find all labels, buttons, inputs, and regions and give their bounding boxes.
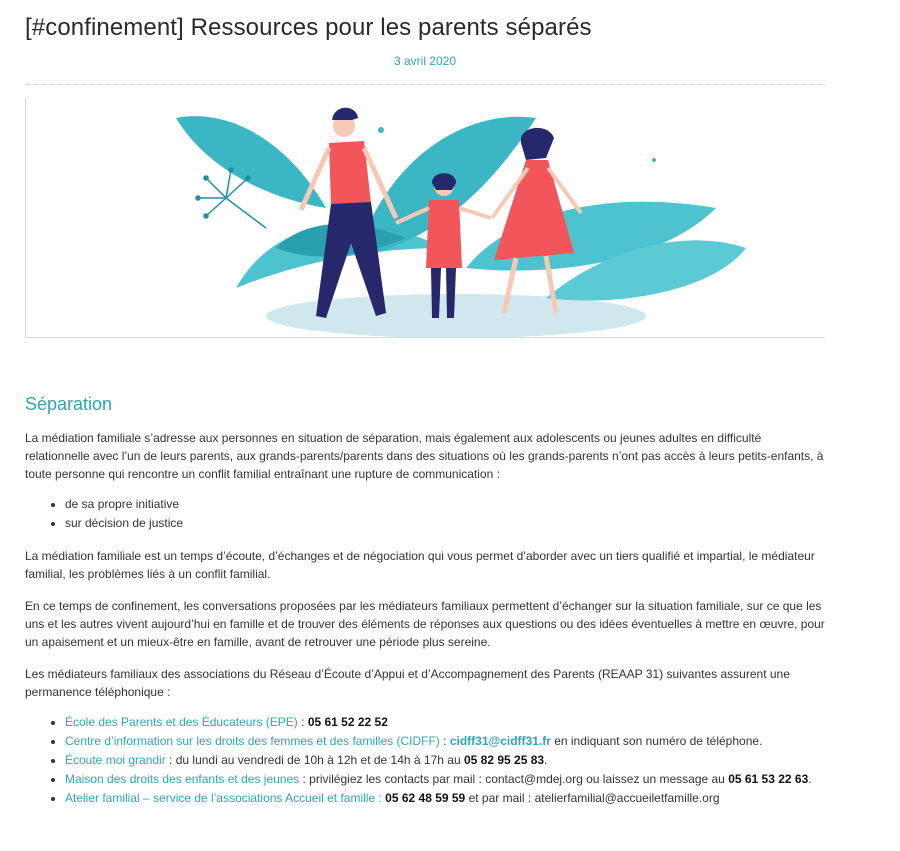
divider (25, 84, 825, 85)
email-cidff[interactable]: cidff31@cidff31.fr (449, 734, 551, 748)
hero-illustration (25, 98, 825, 338)
link-epe[interactable]: École des Parents et des Éducateurs (EPE) (65, 715, 298, 729)
paragraph-associations: Les médiateurs familiaux des associations du Réseau d’Écoute d’Appui et d’Accompagnement des Parents (REAAP 31) suivantes assurent une permanence téléphonique : (25, 667, 790, 699)
paragraph-intro: La médiation familiale s’adresse aux personnes en situation de séparation, mais également aux adolescents ou jeunes adultes en difficulté relationnelle avec l’un de leurs parents, aux grands-parents/parents dans des situations où les grands-parents n’ont pas accès à leurs petits-enfants, à toute personne qui rencontre un conflit familial entraînant une rupture de communication : (25, 431, 824, 481)
phone-epe: 05 61 52 22 52 (307, 715, 388, 729)
section-heading: Séparation (25, 394, 113, 414)
initiative-list (25, 495, 825, 533)
contact-item-atelier: • Atelier familial – service de l’associations Accueil et famille : 05 62 48 59 59 et par mail : atelierfamilial@accueiletfamille.org (65, 789, 825, 808)
page-title: [#confinement] Ressources pour les parents séparés (25, 14, 592, 41)
leaf-shape (176, 116, 326, 208)
contact-item-epe: • École des Parents et des Éducateurs (EPE) : 05 61 52 22 52 (65, 713, 825, 732)
list-item: • de sa propre initiative (65, 495, 825, 514)
link-cidff[interactable]: Centre d’information sur les droits des femmes et des familles (CIDFF) (65, 734, 440, 748)
article (25, 0, 825, 808)
list-item: • sur décision de justice (65, 514, 825, 533)
paragraph-confinement: En ce temps de confinement, les conversations proposées par les médiateurs familiaux permettent d’échanger sur la situation familiale, sur ce que les uns et les autres vivent aujourd’hui en famille et de trouver des éléments de réponses aux questions ou des idées éventuelles à mettre en œuvre, pour un apaisement et un mieux-être en famille, avant de retrouver une période plus sereine. (25, 599, 825, 649)
phone-mdej: 05 61 53 22 63 (728, 772, 809, 786)
contact-item-mdej: • Maison des droits des enfants et des jeunes : privilégiez les contacts par mail : contact@mdej.org ou laissez un message au 05 61 53 22 63. (65, 770, 825, 789)
contact-item-ecoute: • Écoute moi grandir : du lundi au vendredi de 10h à 12h et de 14h à 17h au 05 82 95 25 83. (65, 751, 825, 770)
link-atelier-familial[interactable]: Atelier familial – service de l’associations Accueil et famille : (65, 791, 382, 805)
paragraph-definition: La médiation familiale est un temps d’écoute, d’échanges et de négociation qui vous permet d’aborder avec un tiers qualifié et impartial, le médiateur familial, les problèmes liés à un conflit familial. (25, 549, 815, 581)
link-mdej[interactable]: Maison des droits des enfants et des jeunes (65, 772, 300, 786)
contacts-list (25, 713, 825, 808)
phone-atelier: 05 62 48 59 59 (385, 791, 466, 805)
link-ecoute-moi-grandir[interactable]: Écoute moi grandir (65, 753, 166, 767)
contact-item-cidff: • Centre d’information sur les droits des femmes et des familles (CIDFF) : cidff31@cidff31.fr en indiquant son numéro de téléphone. (65, 732, 825, 751)
publish-date: 3 avril 2020 (393, 54, 457, 68)
phone-ecoute: 05 82 95 25 83 (463, 753, 545, 767)
